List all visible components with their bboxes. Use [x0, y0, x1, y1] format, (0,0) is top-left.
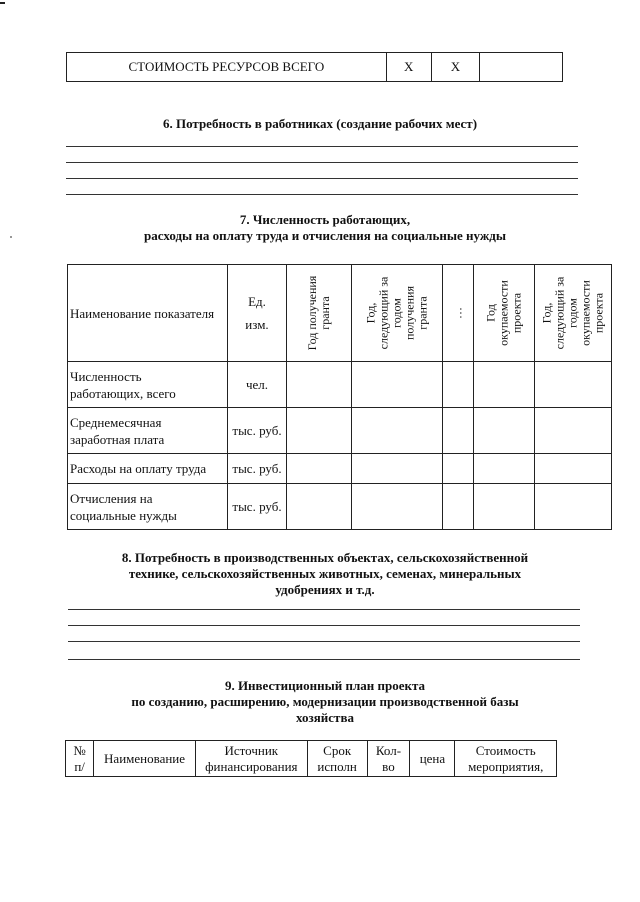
row-unit: тыс. руб.: [228, 484, 287, 530]
header-number-line2: п/: [74, 758, 85, 774]
header-name: Наименование: [94, 741, 196, 777]
header-cost: [455, 741, 557, 777]
fill-line: [68, 625, 580, 626]
header-year-after-payback-text: Год, следующий за годом окупаемости проекта: [539, 276, 606, 350]
data-cell: [474, 454, 535, 484]
total-cell-x2: X: [431, 53, 480, 82]
scan-dot: [10, 236, 12, 238]
section7-title-line2: расходы на оплату труда и отчисления на социальные нужды: [144, 228, 506, 243]
header-unit-line2: изм.: [245, 317, 269, 332]
header-number-line1: №: [73, 742, 86, 758]
section9-title-line3: хозяйства: [296, 710, 354, 725]
row-name-line1: Расходы на оплату труда: [70, 461, 207, 476]
table-row: [68, 362, 612, 408]
header-cost-line1: Стоимость: [475, 742, 536, 758]
total-label: СТОИМОСТЬ РЕСУРСОВ ВСЕГО: [67, 53, 387, 82]
fill-line: [66, 146, 578, 147]
fill-line: [66, 178, 578, 179]
data-cell: [474, 362, 535, 408]
total-cell-value: [480, 53, 563, 82]
table-row: [68, 484, 612, 530]
section7-title: [60, 212, 590, 244]
header-source: [195, 741, 307, 777]
data-cell: [287, 362, 352, 408]
header-ellipsis-text: …: [450, 307, 465, 319]
header-cost-line2: мероприятия,: [468, 758, 544, 774]
row-unit: тыс. руб.: [228, 408, 287, 454]
row-name: [68, 408, 228, 454]
header-number: [66, 741, 94, 777]
data-cell: [287, 454, 352, 484]
header-quantity-line2: во: [382, 758, 395, 774]
section8-title-line1: 8. Потребность в производственных объектах, сельскохозяйственной: [121, 550, 529, 565]
data-cell: [443, 362, 474, 408]
data-cell: [287, 484, 352, 530]
fill-line: [66, 162, 578, 163]
header-unit-line1: Ед.: [248, 294, 266, 309]
table-row: [68, 408, 612, 454]
data-cell: [352, 362, 443, 408]
header-source-line2: финансирования: [205, 758, 298, 774]
row-unit: тыс. руб.: [228, 454, 287, 484]
total-resources-table: [66, 52, 563, 82]
staff-table: [67, 264, 612, 530]
header-year-after-payback: [535, 265, 612, 362]
data-cell: [443, 484, 474, 530]
header-ellipsis: [443, 265, 474, 362]
data-cell: [352, 484, 443, 530]
row-name: [68, 454, 228, 484]
data-cell: [535, 484, 612, 530]
header-unit: [228, 265, 287, 362]
data-cell: [352, 454, 443, 484]
fill-line: [68, 609, 580, 610]
investment-table: [65, 740, 557, 777]
section9-title: [60, 678, 590, 726]
fill-line: [68, 659, 580, 660]
section8-title-line2: технике, сельскохозяйственных животных, семенах, минеральных: [128, 566, 522, 581]
data-cell: [352, 408, 443, 454]
header-grant-year: [287, 265, 352, 362]
section9-title-line1: 9. Инвестиционный план проекта: [224, 678, 426, 693]
total-cell-x1: X: [386, 53, 431, 82]
row-unit: чел.: [228, 362, 287, 408]
data-cell: [535, 408, 612, 454]
table-row: [68, 454, 612, 484]
header-term-line2: исполн: [317, 758, 357, 774]
section6-title: 6. Потребность в работниках (создание рабочих мест): [162, 116, 478, 131]
header-quantity: [367, 741, 410, 777]
row-name-line1: Среднемесячная: [70, 414, 162, 430]
data-cell: [474, 484, 535, 530]
header-quantity-line1: Кол-: [375, 742, 402, 758]
header-year-after-grant: [352, 265, 443, 362]
section9-title-line2: по созданию, расширению, модернизации производственной базы: [131, 694, 519, 709]
data-cell: [535, 454, 612, 484]
row-name-line2: работающих, всего: [70, 385, 176, 401]
data-cell: [443, 454, 474, 484]
header-term-line1: Срок: [323, 742, 352, 758]
header-year-after-grant-text: Год, следующий за годом получения гранта: [363, 276, 430, 350]
header-price: цена: [410, 741, 455, 777]
header-source-line1: Источник: [224, 742, 279, 758]
data-cell: [474, 408, 535, 454]
section7-title-line1: 7. Численность работающих,: [239, 212, 411, 227]
header-indicator: Наименование показателя: [68, 265, 228, 362]
header-row: [68, 265, 612, 362]
data-cell: [287, 408, 352, 454]
fill-line: [66, 194, 578, 195]
header-term: [307, 741, 367, 777]
row-name-line2: заработная плата: [70, 431, 165, 447]
section8-title: [60, 550, 590, 598]
header-grant-year-text: Год получения гранта: [305, 275, 332, 351]
section8-title-line3: удобрениях и т.д.: [275, 582, 375, 597]
row-name-line1: Численность: [70, 368, 142, 384]
fill-line: [68, 641, 580, 642]
header-payback-year: [474, 265, 535, 362]
table-row: [67, 53, 563, 82]
row-name-line1: Отчисления на: [70, 490, 153, 506]
data-cell: [535, 362, 612, 408]
row-name-line2: социальные нужды: [70, 507, 177, 523]
header-row: [66, 741, 557, 777]
header-payback-year-text: Год окупаемости проекта: [483, 280, 524, 346]
row-name: [68, 362, 228, 408]
corner-mark: [0, 2, 5, 4]
data-cell: [443, 408, 474, 454]
row-name: [68, 484, 228, 530]
